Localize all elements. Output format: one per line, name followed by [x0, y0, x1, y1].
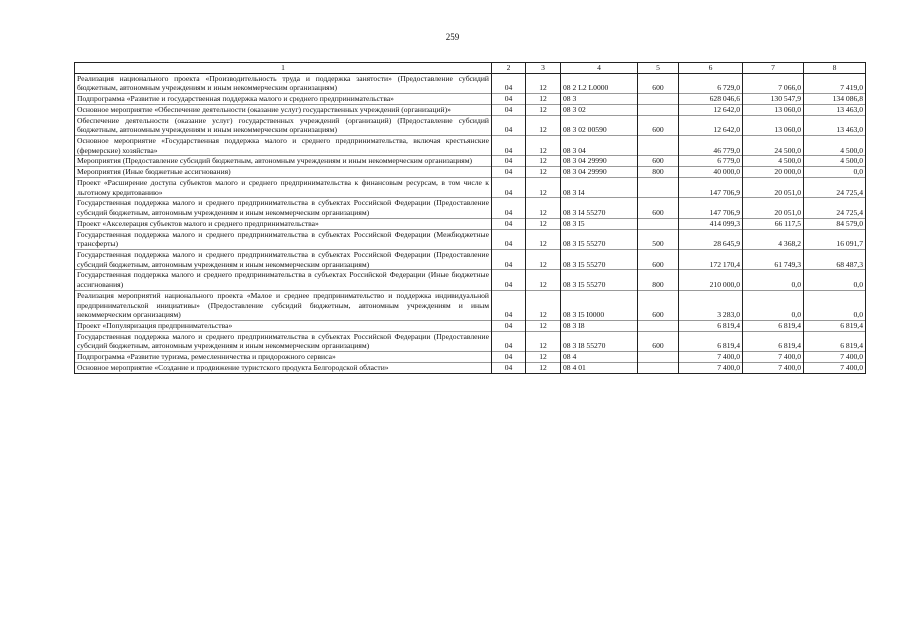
section-code: 04 — [492, 218, 526, 229]
table-row — [75, 290, 866, 320]
item-name: Государственная поддержка малого и среднего предпринимательства в субъектах Российской Федерации (Предоставление субсидий бюджетным, автономным учреждениям и иным некоммерческим организациям) — [75, 249, 492, 269]
amount-year-3: 134 086,8 — [804, 94, 866, 105]
subsection-code: 12 — [526, 362, 561, 373]
amount-year-3: 7 400,0 — [804, 362, 866, 373]
amount-year-1: 7 400,0 — [679, 352, 743, 363]
target-article-code: 08 3 04 29990 — [561, 167, 638, 178]
amount-year-2: 6 819,4 — [743, 320, 804, 331]
item-name: Основное мероприятие «Создание и продвижение туристского продукта Белгородской области» — [75, 362, 492, 373]
section-code: 04 — [492, 290, 526, 320]
amount-year-2: 0,0 — [743, 270, 804, 290]
target-article-code: 08 3 02 00590 — [561, 115, 638, 135]
amount-year-3: 0,0 — [804, 167, 866, 178]
table-body — [75, 73, 866, 373]
subsection-code: 12 — [526, 290, 561, 320]
amount-year-2: 20 051,0 — [743, 177, 804, 197]
amount-year-1: 12 642,0 — [679, 104, 743, 115]
item-name: Государственная поддержка малого и среднего предпринимательства в субъектах Российской Федерации (Предоставление субсидий бюджетным, автономным учреждениям и иным некоммерческим организациям) — [75, 198, 492, 218]
amount-year-2: 4 368,2 — [743, 229, 804, 249]
expense-type-code: 600 — [638, 156, 679, 167]
amount-year-1: 6 819,4 — [679, 331, 743, 351]
subsection-code: 12 — [526, 104, 561, 115]
header-col-1: 1 — [75, 63, 492, 74]
expense-type-code — [638, 218, 679, 229]
subsection-code: 12 — [526, 167, 561, 178]
amount-year-2: 130 547,9 — [743, 94, 804, 105]
target-article-code: 08 3 I5 55270 — [561, 270, 638, 290]
section-code: 04 — [492, 177, 526, 197]
subsection-code: 12 — [526, 352, 561, 363]
subsection-code: 12 — [526, 331, 561, 351]
amount-year-1: 6 819,4 — [679, 320, 743, 331]
expense-type-code — [638, 177, 679, 197]
header-col-5: 5 — [638, 63, 679, 74]
header-col-2: 2 — [492, 63, 526, 74]
target-article-code: 08 3 02 — [561, 104, 638, 115]
section-code: 04 — [492, 156, 526, 167]
amount-year-3: 16 091,7 — [804, 229, 866, 249]
table-row — [75, 249, 866, 269]
amount-year-1: 147 706,9 — [679, 198, 743, 218]
item-name: Мероприятия (Иные бюджетные ассигнования) — [75, 167, 492, 178]
table-row — [75, 94, 866, 105]
table-row — [75, 104, 866, 115]
header-col-3: 3 — [526, 63, 561, 74]
header-col-8: 8 — [804, 63, 866, 74]
item-name: Проект «Акселерация субъектов малого и среднего предпринимательства» — [75, 218, 492, 229]
amount-year-3: 7 400,0 — [804, 352, 866, 363]
expense-type-code: 800 — [638, 167, 679, 178]
amount-year-1: 28 645,9 — [679, 229, 743, 249]
expense-type-code: 600 — [638, 73, 679, 93]
section-code: 04 — [492, 198, 526, 218]
table-row — [75, 167, 866, 178]
section-code: 04 — [492, 331, 526, 351]
expense-type-code: 500 — [638, 229, 679, 249]
expense-type-code — [638, 104, 679, 115]
target-article-code: 08 3 I4 55270 — [561, 198, 638, 218]
table-row — [75, 362, 866, 373]
amount-year-3: 24 725,4 — [804, 177, 866, 197]
subsection-code: 12 — [526, 270, 561, 290]
target-article-code: 08 3 I5 — [561, 218, 638, 229]
table-row — [75, 115, 866, 135]
section-code: 04 — [492, 320, 526, 331]
amount-year-1: 6 779,0 — [679, 156, 743, 167]
expense-type-code — [638, 320, 679, 331]
expense-type-code: 600 — [638, 198, 679, 218]
page-number: 259 — [445, 32, 460, 42]
amount-year-2: 66 117,5 — [743, 218, 804, 229]
subsection-code: 12 — [526, 198, 561, 218]
amount-year-3: 0,0 — [804, 270, 866, 290]
header-col-6: 6 — [679, 63, 743, 74]
section-code: 04 — [492, 115, 526, 135]
subsection-code: 12 — [526, 136, 561, 156]
amount-year-3: 68 487,3 — [804, 249, 866, 269]
amount-year-3: 6 819,4 — [804, 331, 866, 351]
amount-year-3: 0,0 — [804, 290, 866, 320]
target-article-code: 08 3 I4 — [561, 177, 638, 197]
amount-year-1: 12 642,0 — [679, 115, 743, 135]
item-name: Обеспечение деятельности (оказание услуг) государственных учреждений (организаций) (Предоставление субсидий бюджетным, автономным учреждениям и иным некоммерческим организациям) — [75, 115, 492, 135]
target-article-code: 08 3 — [561, 94, 638, 105]
amount-year-2: 13 060,0 — [743, 115, 804, 135]
item-name: Проект «Популяризация предпринимательства» — [75, 320, 492, 331]
amount-year-1: 628 046,6 — [679, 94, 743, 105]
table-row — [75, 352, 866, 363]
amount-year-2: 20 051,0 — [743, 198, 804, 218]
amount-year-1: 210 000,0 — [679, 270, 743, 290]
table-row — [75, 136, 866, 156]
section-code: 04 — [492, 136, 526, 156]
item-name: Реализация мероприятий национального проекта «Малое и среднее предпринимательство и поддержка индивидуальной предпринимательской инициативы» (Предоставление субсидий бюджетным, автономным учреждениям и иным некоммерческим организациям) — [75, 290, 492, 320]
subsection-code: 12 — [526, 156, 561, 167]
header-row — [75, 63, 866, 74]
target-article-code: 08 4 01 — [561, 362, 638, 373]
table-row — [75, 270, 866, 290]
subsection-code: 12 — [526, 218, 561, 229]
target-article-code: 08 3 I5 55270 — [561, 249, 638, 269]
subsection-code: 12 — [526, 320, 561, 331]
item-name: Государственная поддержка малого и среднего предпринимательства в субъектах Российской Федерации (Межбюджетные трансферты) — [75, 229, 492, 249]
target-article-code: 08 4 — [561, 352, 638, 363]
section-code: 04 — [492, 229, 526, 249]
subsection-code: 12 — [526, 249, 561, 269]
amount-year-2: 13 060,0 — [743, 104, 804, 115]
expense-type-code: 800 — [638, 270, 679, 290]
section-code: 04 — [492, 249, 526, 269]
amount-year-2: 7 066,0 — [743, 73, 804, 93]
item-name: Основное мероприятие «Обеспечение деятельности (оказание услуг) государственных учреждений (организаций)» — [75, 104, 492, 115]
amount-year-3: 4 500,0 — [804, 156, 866, 167]
expense-type-code — [638, 352, 679, 363]
header-col-7: 7 — [743, 63, 804, 74]
amount-year-2: 6 819,4 — [743, 331, 804, 351]
expense-type-code: 600 — [638, 290, 679, 320]
amount-year-2: 4 500,0 — [743, 156, 804, 167]
amount-year-2: 20 000,0 — [743, 167, 804, 178]
amount-year-1: 147 706,9 — [679, 177, 743, 197]
section-code: 04 — [492, 352, 526, 363]
subsection-code: 12 — [526, 229, 561, 249]
expense-type-code: 600 — [638, 115, 679, 135]
item-name: Подпрограмма «Развитие и государственная поддержка малого и среднего предпринимательства» — [75, 94, 492, 105]
header-col-4: 4 — [561, 63, 638, 74]
amount-year-1: 3 283,0 — [679, 290, 743, 320]
target-article-code: 08 3 04 29990 — [561, 156, 638, 167]
table-row — [75, 156, 866, 167]
item-name: Реализация национального проекта «Производительность труда и поддержка занятости» (Предоставление субсидий бюджетным, автономным учреждениям и иным некоммерческим организациям) — [75, 73, 492, 93]
target-article-code: 08 3 I5 I0000 — [561, 290, 638, 320]
amount-year-2: 7 400,0 — [743, 362, 804, 373]
table-row — [75, 177, 866, 197]
amount-year-2: 0,0 — [743, 290, 804, 320]
amount-year-1: 46 779,0 — [679, 136, 743, 156]
expense-type-code — [638, 136, 679, 156]
table-row — [75, 73, 866, 93]
amount-year-3: 7 419,0 — [804, 73, 866, 93]
table-row — [75, 218, 866, 229]
amount-year-2: 7 400,0 — [743, 352, 804, 363]
section-code: 04 — [492, 104, 526, 115]
amount-year-1: 414 099,3 — [679, 218, 743, 229]
amount-year-3: 13 463,0 — [804, 115, 866, 135]
amount-year-3: 13 463,0 — [804, 104, 866, 115]
amount-year-2: 24 500,0 — [743, 136, 804, 156]
target-article-code: 08 3 04 — [561, 136, 638, 156]
item-name: Государственная поддержка малого и среднего предпринимательства в субъектах Российской Федерации (Предоставление субсидий бюджетным, автономным учреждениям и иным некоммерческим организациям) — [75, 331, 492, 351]
section-code: 04 — [492, 270, 526, 290]
expense-type-code — [638, 362, 679, 373]
table-row — [75, 229, 866, 249]
amount-year-1: 172 170,4 — [679, 249, 743, 269]
item-name: Основное мероприятие «Государственная поддержка малого и среднего предпринимательства, включая крестьянские (фермерские) хозяйства» — [75, 136, 492, 156]
subsection-code: 12 — [526, 73, 561, 93]
table-row — [75, 331, 866, 351]
target-article-code: 08 3 I5 55270 — [561, 229, 638, 249]
table-row — [75, 198, 866, 218]
amount-year-3: 4 500,0 — [804, 136, 866, 156]
amount-year-3: 24 725,4 — [804, 198, 866, 218]
section-code: 04 — [492, 362, 526, 373]
section-code: 04 — [492, 73, 526, 93]
item-name: Проект «Расширение доступа субъектов малого и среднего предпринимательства к финансовым ресурсам, в том числе к льготному кредитованию» — [75, 177, 492, 197]
expense-type-code — [638, 94, 679, 105]
amount-year-1: 7 400,0 — [679, 362, 743, 373]
amount-year-3: 6 819,4 — [804, 320, 866, 331]
table-row — [75, 320, 866, 331]
expense-type-code: 600 — [638, 331, 679, 351]
section-code: 04 — [492, 167, 526, 178]
item-name: Государственная поддержка малого и среднего предпринимательства в субъектах Российской Федерации (Иные бюджетные ассигнования) — [75, 270, 492, 290]
amount-year-1: 6 729,0 — [679, 73, 743, 93]
amount-year-2: 61 749,3 — [743, 249, 804, 269]
section-code: 04 — [492, 94, 526, 105]
item-name: Подпрограмма «Развитие туризма, ремесленничества и придорожного сервиса» — [75, 352, 492, 363]
subsection-code: 12 — [526, 115, 561, 135]
amount-year-3: 84 579,0 — [804, 218, 866, 229]
amount-year-1: 40 000,0 — [679, 167, 743, 178]
budget-table — [74, 62, 866, 374]
subsection-code: 12 — [526, 94, 561, 105]
target-article-code: 08 2 L2 L0000 — [561, 73, 638, 93]
target-article-code: 08 3 I8 — [561, 320, 638, 331]
target-article-code: 08 3 I8 55270 — [561, 331, 638, 351]
subsection-code: 12 — [526, 177, 561, 197]
expense-type-code: 600 — [638, 249, 679, 269]
item-name: Мероприятия (Предоставление субсидий бюджетным, автономным учреждениям и иным некоммерческим организациям) — [75, 156, 492, 167]
